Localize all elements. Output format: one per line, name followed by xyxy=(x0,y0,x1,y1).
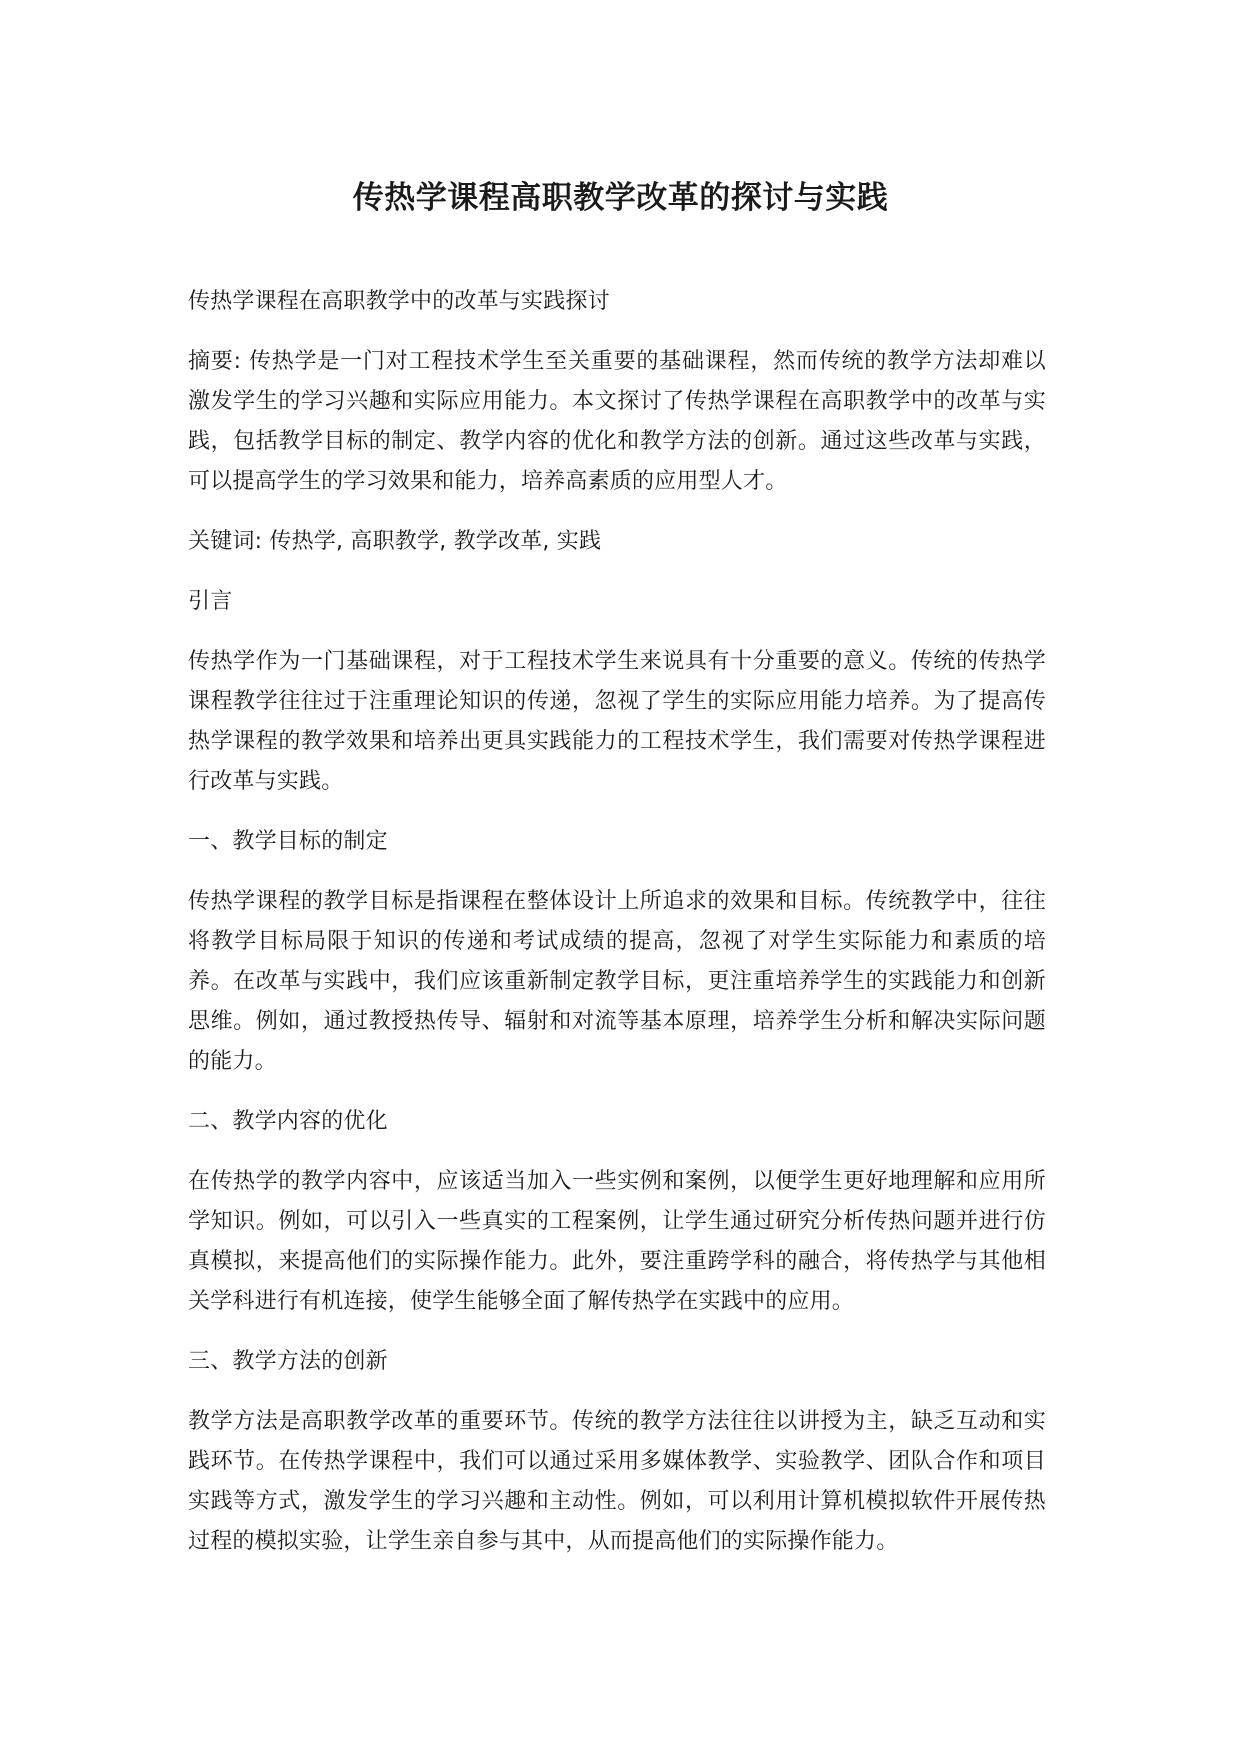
section3-paragraph: 教学方法是高职教学改革的重要环节。传统的教学方法往往以讲授为主，缺乏互动和实践环节。在传热学课程中，我们可以通过采用多媒体教学、实验教学、团队合作和项目实践等方式，激发学生的学习兴趣和主动性。例如，可以利用计算机模拟软件开展传热过程的模拟实验，让学生亲自参与其中，从而提高他们的实际操作能力。 xyxy=(188,1409,1046,1554)
section3-heading: 三、教学方法的创新 xyxy=(188,1349,388,1374)
document-title: 传热学课程高职教学改革的探讨与实践 xyxy=(352,180,889,216)
document-body xyxy=(188,282,1046,1582)
intro-paragraph: 传热学作为一门基础课程，对于工程技术学生来说具有十分重要的意义。传统的传热学课程教学往往过于注重理论知识的传递，忽视了学生的实际应用能力培养。为了提高传热学课程的教学效果和培养出更具实践能力的工程技术学生，我们需要对传热学课程进行改革与实践。 xyxy=(188,649,1046,794)
section1-paragraph: 传热学课程的教学目标是指课程在整体设计上所追求的效果和目标。传统教学中，往往将教学目标局限于知识的传递和考试成绩的提高，忽视了对学生实际能力和素质的培养。在改革与实践中，我们应该重新制定教学目标，更注重培养学生的实践能力和创新思维。例如，通过教授热传导、辐射和对流等基本原理，培养学生分析和解决实际问题的能力。 xyxy=(188,889,1046,1074)
intro-heading: 引言 xyxy=(188,589,233,614)
abstract-paragraph: 摘要: 传热学是一门对工程技术学生至关重要的基础课程，然而传统的教学方法却难以激发学生的学习兴趣和实际应用能力。本文探讨了传热学课程在高职教学中的改革与实践，包括教学目标的制定、教学内容的优化和教学方法的创新。通过这些改革与实践，可以提高学生的学习效果和能力，培养高素质的应用型人才。 xyxy=(188,349,1046,494)
subtitle: 传热学课程在高职教学中的改革与实践探讨 xyxy=(188,289,610,314)
section2-paragraph: 在传热学的教学内容中，应该适当加入一些实例和案例，以便学生更好地理解和应用所学知识。例如，可以引入一些真实的工程案例，让学生通过研究分析传热问题并进行仿真模拟，来提高他们的实际操作能力。此外，要注重跨学科的融合，将传热学与其他相关学科进行有机连接，使学生能够全面了解传热学在实践中的应用。 xyxy=(188,1169,1046,1314)
section1-heading: 一、教学目标的制定 xyxy=(188,829,388,854)
section2-heading: 二、教学内容的优化 xyxy=(188,1109,388,1134)
keywords-line: 关键词: 传热学, 高职教学, 教学改革, 实践 xyxy=(188,529,602,554)
